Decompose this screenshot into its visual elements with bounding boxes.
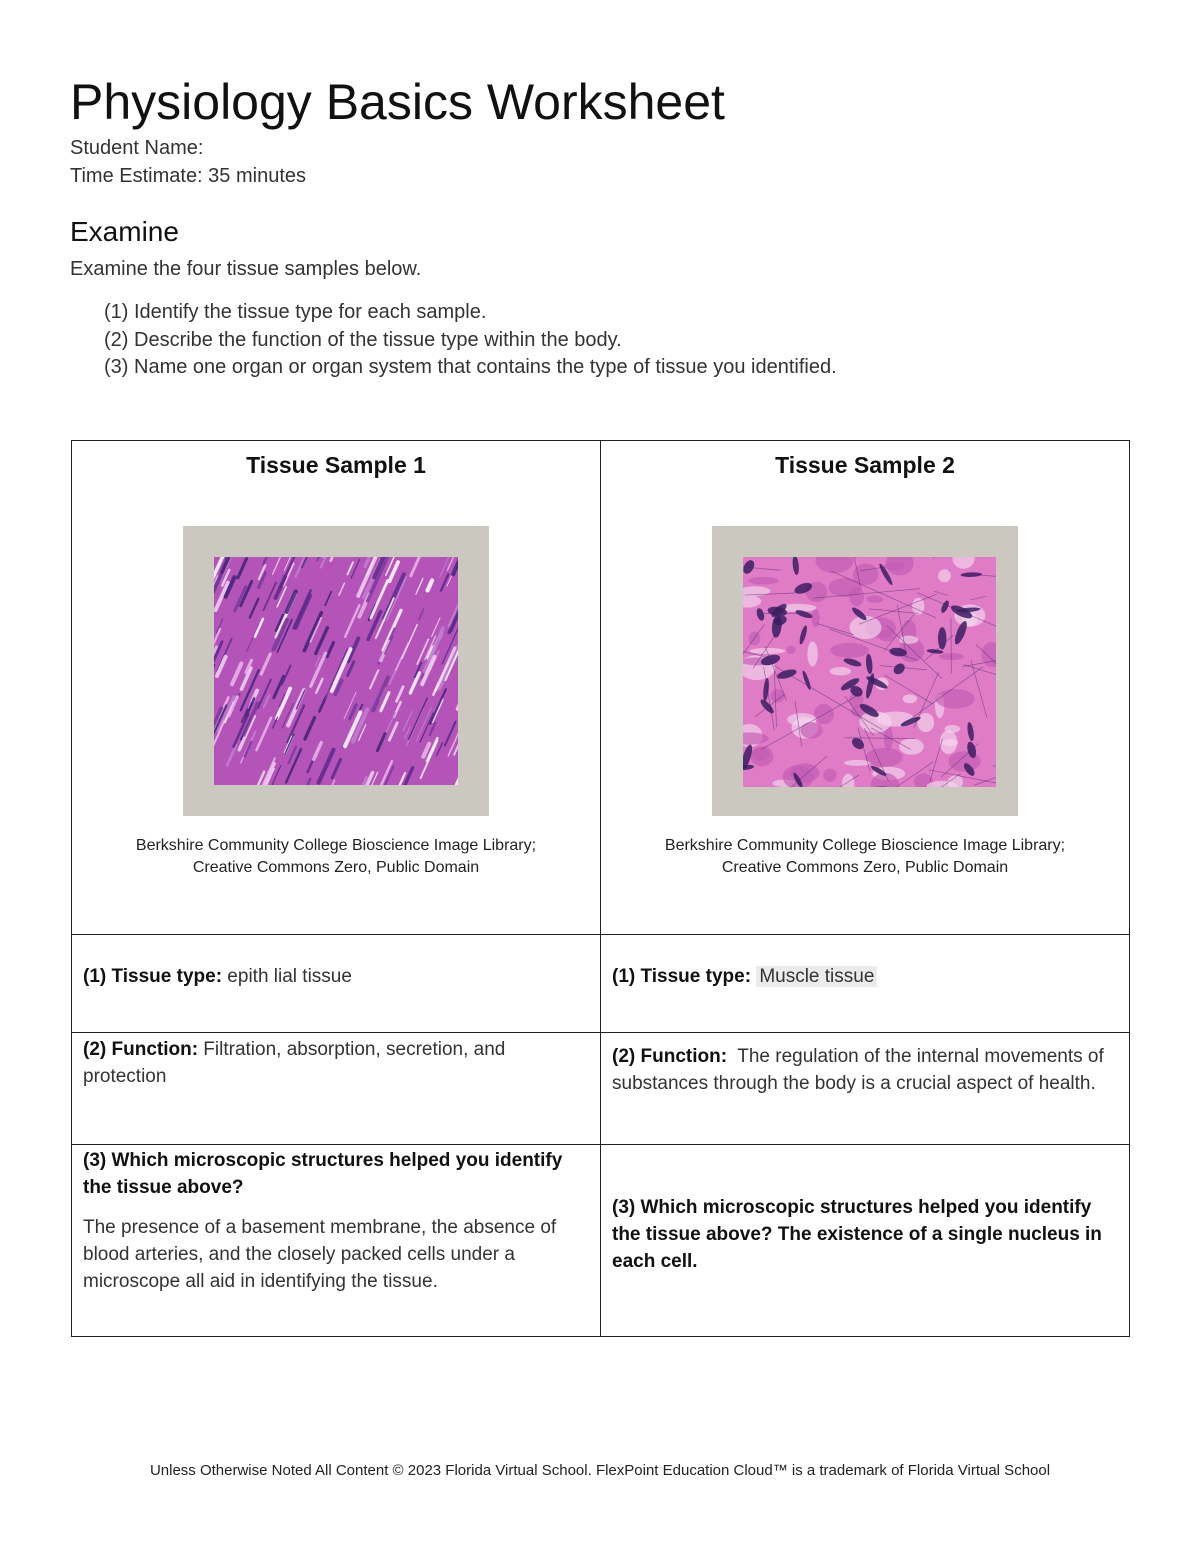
- sample-2-credit: [612, 835, 1118, 879]
- credit-line: Creative Commons Zero, Public Domain: [721, 859, 1009, 876]
- tissue-type-label: (1) Tissue type:: [83, 966, 223, 987]
- credit-line: Berkshire Community College Bioscience Image Library;: [664, 837, 1066, 854]
- sample-1-type-cell: [72, 935, 601, 1033]
- section-heading: Examine: [70, 216, 179, 247]
- tissue-sample-table: [71, 440, 1130, 1337]
- tissue-type-answer[interactable]: Muscle tissue: [756, 966, 877, 987]
- structures-question: (3) Which microscopic structures helped you identify the tissue above?: [83, 1150, 563, 1198]
- sample-2-type-cell: [601, 935, 1130, 1033]
- credit-line: Berkshire Community College Bioscience Image Library;: [135, 837, 537, 854]
- sample-2-title: Tissue Sample 2: [775, 452, 955, 478]
- tissue-type-label: (1) Tissue type:: [612, 966, 752, 987]
- sample-2-image-frame: [712, 526, 1018, 816]
- instruction-list: [104, 299, 837, 382]
- section-intro: Examine the four tissue samples below.: [70, 258, 422, 280]
- student-name-label: Student Name:: [70, 137, 204, 159]
- copyright-footer: Unless Otherwise Noted All Content © 2023 Florida Virtual School. FlexPoint Education Cloud™ is a trademark of Florida Virtual School: [149, 1462, 1051, 1479]
- credit-line: Creative Commons Zero, Public Domain: [192, 859, 480, 876]
- sample-1-title: Tissue Sample 1: [246, 452, 426, 478]
- sample-2-function-cell: [601, 1033, 1130, 1145]
- page-title: Physiology Basics Worksheet: [70, 74, 725, 130]
- instruction-step: (3) Name one organ or organ system that contains the type of tissue you identified.: [104, 356, 837, 378]
- sample-2-cell: [601, 441, 1130, 935]
- instruction-step: (2) Describe the function of the tissue type within the body.: [104, 328, 622, 351]
- structures-question-answer[interactable]: (3) Which microscopic structures helped you identify the tissue above? The existence of a single nucleus in each cell.: [612, 1197, 1102, 1272]
- time-estimate: Time Estimate: 35 minutes: [70, 165, 307, 187]
- function-answer[interactable]: Filtration, absorption, secretion, and protection: [83, 1039, 506, 1087]
- instruction-step: (1) Identify the tissue type for each sample.: [104, 301, 487, 323]
- structures-answer[interactable]: The presence of a basement membrane, the absence of blood arteries, and the closely packed cells under a microscope all aid in identifying the tissue.: [83, 1217, 557, 1292]
- function-answer[interactable]: The regulation of the internal movements of substances through the body is a crucial aspect of health.: [612, 1046, 1110, 1094]
- sample-2-structures-cell: [601, 1145, 1130, 1337]
- sample-1-micrograph: [214, 557, 458, 785]
- sample-1-structures-cell: [72, 1145, 601, 1337]
- sample-2-micrograph: [743, 557, 996, 787]
- function-label: (2) Function:: [612, 1046, 728, 1067]
- tissue-type-answer[interactable]: epith lial tissue: [222, 966, 352, 987]
- sample-1-function-cell: [72, 1033, 601, 1145]
- sample-1-cell: [72, 441, 601, 935]
- function-label: (2) Function:: [83, 1039, 199, 1060]
- sample-1-image-frame: [183, 526, 489, 816]
- sample-1-credit: [83, 835, 589, 879]
